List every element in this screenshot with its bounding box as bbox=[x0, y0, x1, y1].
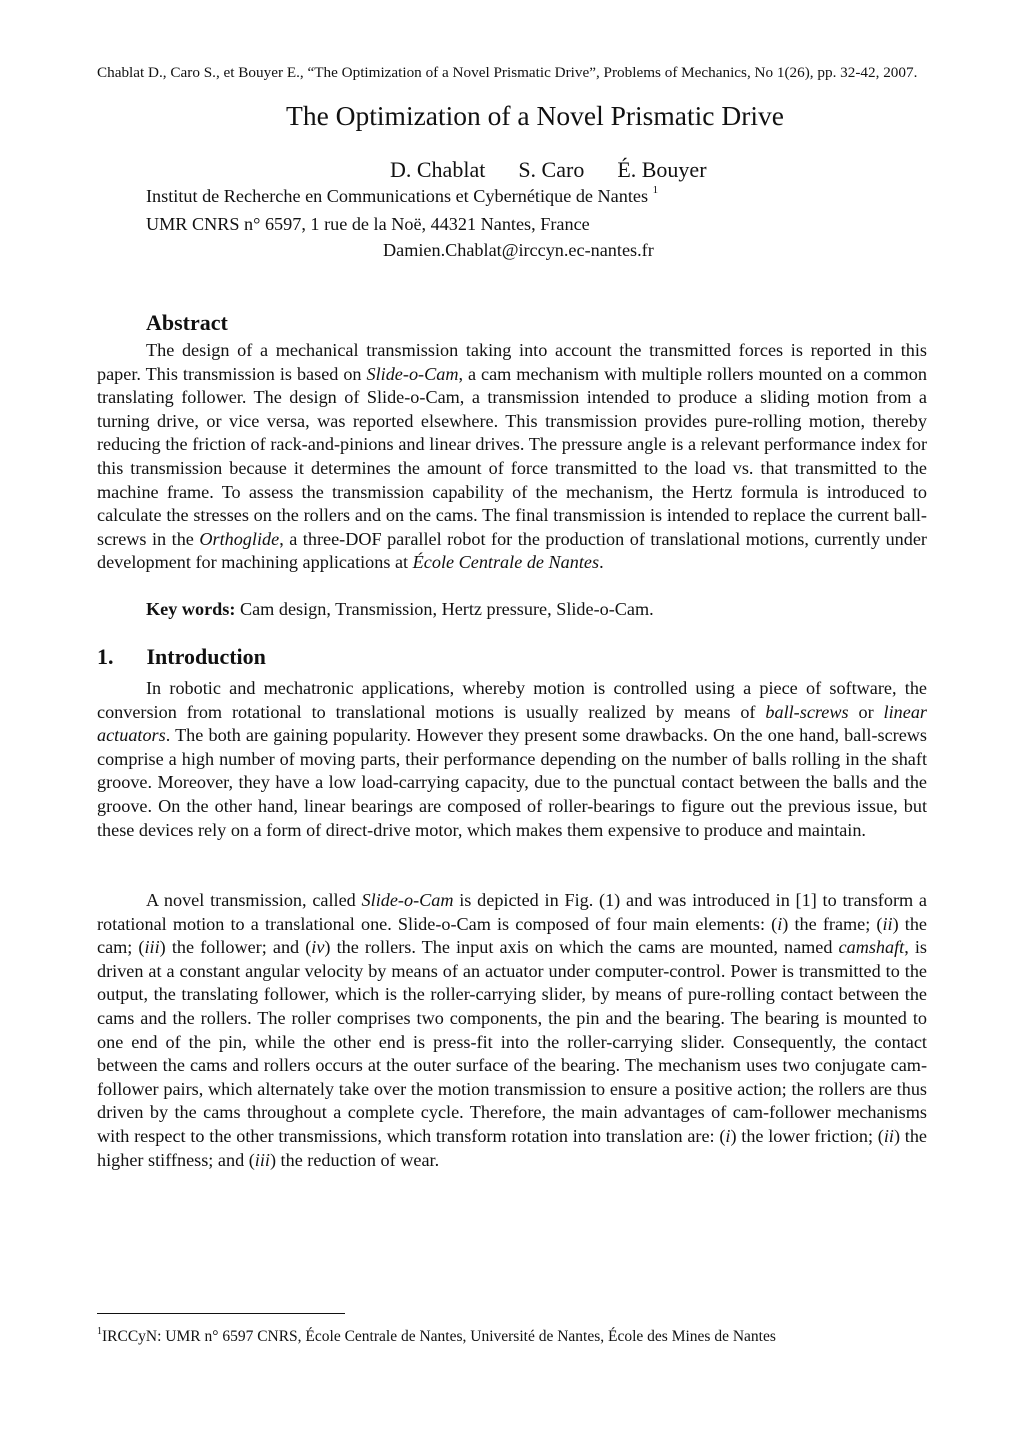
intro-emphasis: iii bbox=[254, 1149, 270, 1170]
paper-title: The Optimization of a Novel Prismatic Drive bbox=[286, 100, 784, 131]
intro-text: A novel transmission, called bbox=[146, 890, 362, 910]
intro-emphasis: i bbox=[777, 913, 783, 934]
intro-text: ) the lower friction; ( bbox=[730, 1125, 884, 1146]
intro-paragraph-2 bbox=[97, 889, 927, 1172]
abstract-emphasis: Slide-o-Cam bbox=[366, 363, 459, 384]
intro-text: ) the follower; and ( bbox=[159, 937, 312, 958]
affiliation-line-1 bbox=[146, 186, 658, 207]
section-heading-introduction: 1. Introduction bbox=[97, 644, 266, 669]
contact-email: Damien.Chablat@irccyn.ec-nantes.fr bbox=[383, 240, 654, 260]
intro-emphasis: ii bbox=[882, 913, 893, 934]
abstract-text: , a three-DOF parallel robot for the production of translational motions, currently under development for machining applications at bbox=[97, 528, 927, 573]
abstract-emphasis: École Centrale de Nantes bbox=[412, 552, 600, 573]
abstract-text: , a cam mechanism with multiple rollers mounted on a common translating follower. The design of Slide-o-Cam, a transmission intended to produce a sliding motion from a turning drive, or vice versa, was reported elsewhere. This transmission provides pure-rolling motion, thereby reducing the friction of rack-and-pinions and linear drives. The pressure angle is a relevant performance index for this transmission because it determines the amount of force transmitted to the load vs. that transmitted to the machine frame. To assess the transmission capability of the mechanism, the Hertz formula is introduced to calculate the stresses on the rollers and on the cams. The final transmission is intended to replace the current ball-screws in the bbox=[97, 363, 927, 549]
footnote-marker: 1 bbox=[652, 184, 659, 196]
intro-text: ) the reduction of wear. bbox=[269, 1149, 440, 1170]
intro-text: ) the cam; ( bbox=[97, 913, 927, 958]
keywords-text: Cam design, Transmission, Hertz pressure, Slide-o-Cam. bbox=[235, 599, 654, 619]
intro-emphasis: linear actuators bbox=[97, 701, 927, 746]
intro-text: . The both are gaining popularity. However they present some drawbacks. On the one hand, ball-screws comprise a high number of moving parts, their performance depending on the number of balls rolling in the shaft groove. Moreover, they have a low load-carrying capacity, due to the punctual contact between the balls and the groove. On the other hand, linear bearings are composed of roller-bearings to figure out the previous issue, but these devices rely on a form of direct-drive motor, which makes them expensive to produce and maintain. bbox=[97, 725, 927, 840]
abstract-body bbox=[97, 339, 927, 575]
abstract-heading: Abstract bbox=[146, 310, 228, 335]
intro-paragraph-1 bbox=[97, 677, 927, 842]
footnote-text: IRCCyN: UMR n° 6597 CNRS, École Centrale de Nantes, Université de Nantes, École des Mines de Nantes bbox=[102, 1328, 776, 1345]
footnote-number: 1 bbox=[97, 1326, 102, 1337]
affiliation-text: Institut de Recherche en Communications et Cybernétique de Nantes bbox=[146, 186, 653, 206]
intro-emphasis: i bbox=[725, 1125, 731, 1146]
abstract-text: . bbox=[599, 552, 604, 573]
intro-emphasis: iii bbox=[144, 937, 160, 958]
intro-text: or bbox=[848, 701, 884, 722]
intro-text: ) the rollers. The input axis on which the cams are mounted, named bbox=[324, 937, 839, 958]
intro-emphasis: Slide-o-Cam bbox=[361, 890, 454, 910]
author-list: D. Chablat S. Caro É. Bouyer bbox=[390, 157, 707, 182]
intro-emphasis: iv bbox=[311, 937, 325, 958]
intro-emphasis: camshaft bbox=[838, 937, 905, 958]
intro-text: , is driven at a constant angular velocity by means of an actuator under computer-control. Power is transmitted to the output, the translating follower, which is the roller-carrying slider, by means of pure-rolling contact between the cams and the rollers. The roller comprises two components, the pin and the bearing. The bearing is mounted to one end of the pin, while the other end is press-fit into the roller-carrying slider. Consequently, the contact between the cams and rollers occurs at the outer surface of the bearing. The mechanism uses two conjugate cam-follower pairs, which alternately take over the motion transmission to ensure a positive action; the rollers are thus driven by the cams throughout a complete cycle. Therefore, the main advantages of cam-follower mechanisms with respect to the other transmissions, which transform rotation into translation are: ( bbox=[97, 937, 927, 1146]
citation-header: Chablat D., Caro S., et Bouyer E., “The Optimization of a Novel Prismatic Drive”, Problems of Mechanics, No 1(26), pp. 32-42, 2007. bbox=[97, 64, 918, 81]
footnote bbox=[97, 1328, 776, 1346]
intro-emphasis: ii bbox=[883, 1125, 894, 1146]
intro-emphasis: ball-screws bbox=[765, 701, 849, 722]
intro-text: ) the frame; ( bbox=[782, 913, 883, 934]
footnote-divider bbox=[97, 1313, 345, 1314]
abstract-text: The design of a mechanical transmission taking into account the transmitted forces is reported in this paper. This transmission is based on bbox=[97, 340, 927, 384]
keywords-line bbox=[146, 599, 654, 620]
abstract-emphasis: Orthoglide bbox=[199, 528, 280, 549]
intro-text: In robotic and mechatronic applications, whereby motion is controlled using a piece of software, the conversion from rotational to translational motions is usually realized by means of bbox=[97, 678, 927, 722]
affiliation-line-2: UMR CNRS n° 6597, 1 rue de la Noë, 44321 Nantes, France bbox=[146, 214, 590, 234]
keywords-label: Key words: bbox=[146, 599, 236, 619]
intro-text: is depicted in Fig. (1) and was introduced in [1] to transform a rotational motion to a translational one. Slide-o-Cam is composed of four main elements: ( bbox=[97, 890, 928, 934]
intro-text: ) the higher stiffness; and ( bbox=[97, 1125, 927, 1170]
